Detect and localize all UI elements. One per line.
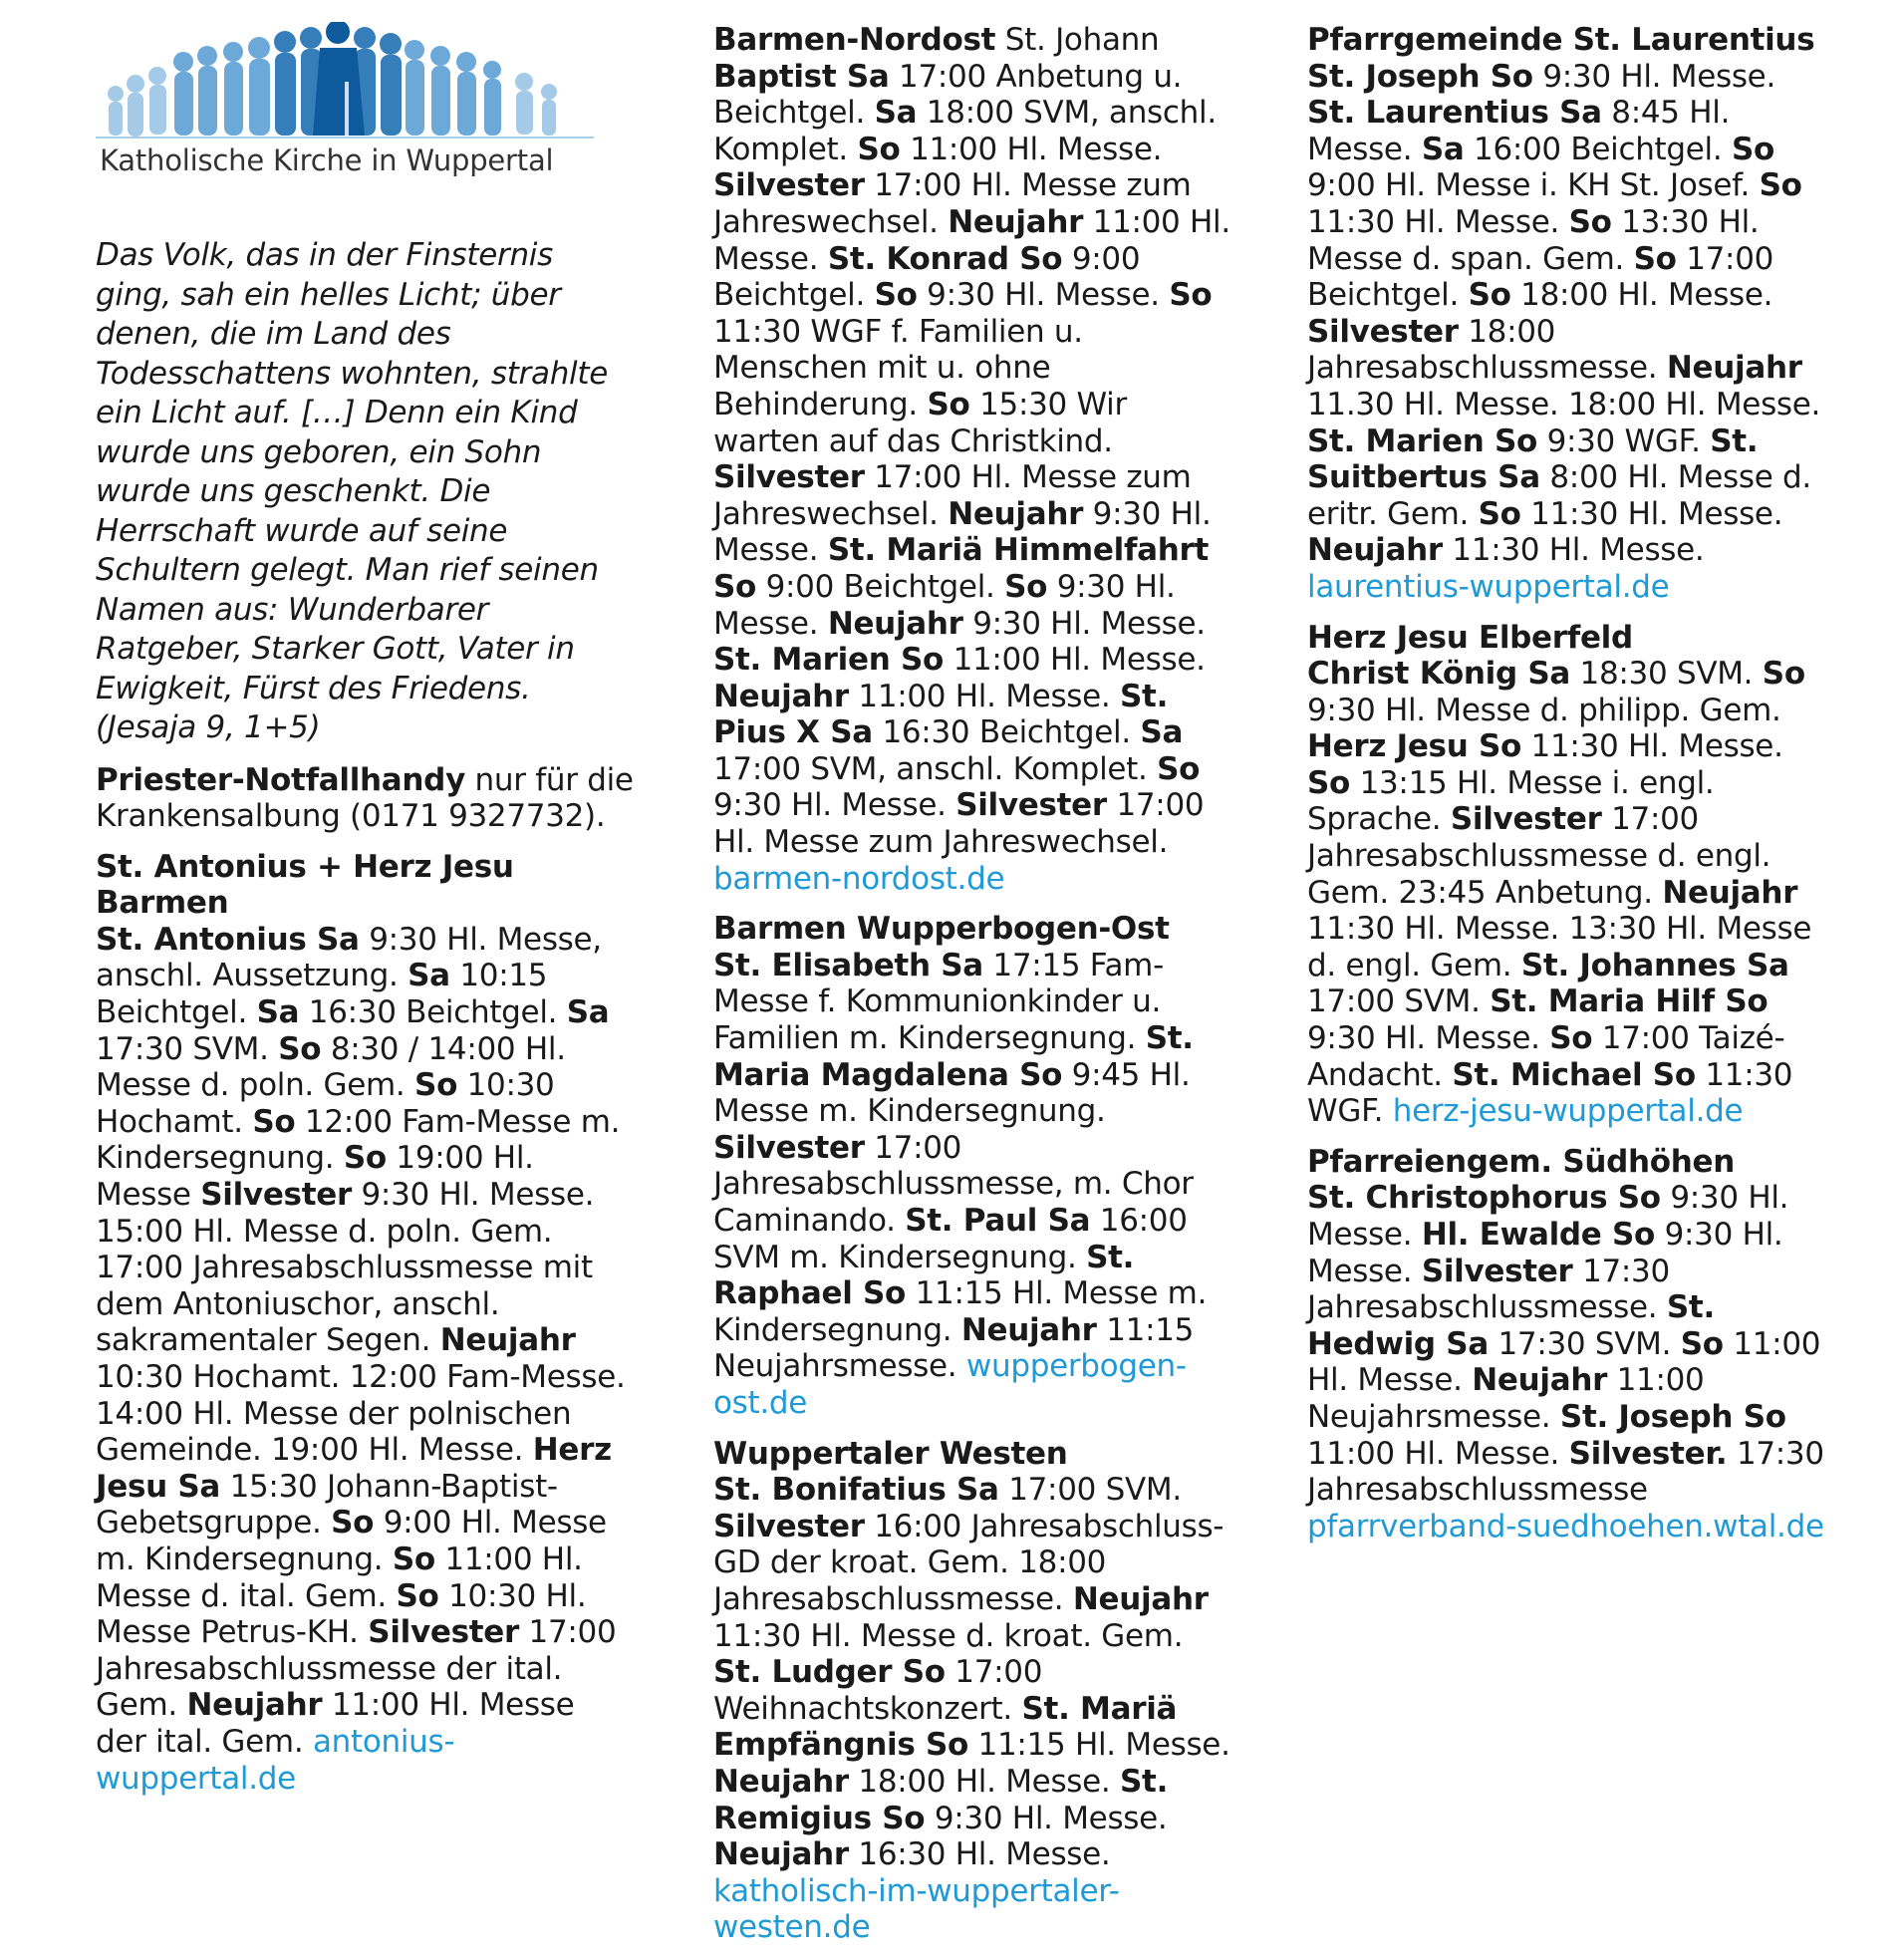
section-body: [96, 922, 634, 1797]
schedule-keyword: St. Konrad So: [827, 240, 1063, 277]
schedule-text: 8:00 Hl. Messe d. eritr. Gem.: [1307, 459, 1811, 532]
schedule-text: 9:30 Hl. Messe.: [1307, 1217, 1783, 1289]
website-link[interactable]: antonius-wuppertal.de: [96, 1723, 455, 1797]
schedule-keyword: Silvester: [713, 459, 865, 496]
column-1: [96, 22, 634, 1811]
schedule-text: 16:30 Beichtgel.: [299, 994, 567, 1031]
schedule-keyword: St. Christophorus So: [1307, 1180, 1661, 1217]
schedule-keyword: St. Hedwig Sa: [1307, 1289, 1715, 1362]
schedule-text: 17:00 SVM.: [998, 1472, 1182, 1509]
section-title: Pfarreiengem. Südhöhen: [1307, 1143, 1736, 1180]
schedule-keyword: Sa: [256, 994, 300, 1031]
schedule-text: 17:00 Beichtgel.: [1307, 240, 1774, 314]
schedule-keyword: Sa: [874, 95, 918, 132]
schedule-keyword: Neujahr: [948, 203, 1084, 240]
schedule-keyword: St. Joseph So: [1559, 1398, 1786, 1435]
crowd-silhouette-icon: [96, 22, 594, 141]
schedule-keyword: Silvester: [1450, 801, 1602, 838]
schedule-text: 13:15 Hl. Messe i. engl. Sprache.: [1307, 764, 1715, 838]
schedule-keyword: Neujahr: [960, 1311, 1097, 1348]
website-link[interactable]: herz-jesu-wuppertal.de: [1392, 1093, 1744, 1130]
schedule-text: 8:45 Hl. Messe.: [1307, 95, 1731, 167]
schedule-keyword: So: [857, 131, 901, 167]
schedule-text: 18:30 SVM.: [1570, 656, 1763, 693]
org-name: Katholische Kirche in Wuppertal: [100, 143, 554, 177]
schedule-text: 11:30 WGF.: [1307, 1056, 1793, 1130]
schedule-text: 11:00 Hl. Messe.: [1307, 1435, 1569, 1472]
schedule-text: 18:00 Hl. Messe.: [1510, 277, 1773, 314]
schedule-keyword: So: [1633, 240, 1677, 277]
schedule-text: 11:30 Hl. Messe.: [1521, 728, 1783, 765]
schedule-text: 17:30 Jahresabschlussmesse: [1307, 1435, 1824, 1509]
schedule-text: 17:00 Taizé-Andacht.: [1307, 1020, 1785, 1093]
schedule-text: 9:30 Hl. Messe.: [713, 568, 1176, 642]
schedule-text: 11:00 Hl. Messe.: [1307, 1325, 1821, 1399]
schedule-keyword: So: [331, 1505, 375, 1541]
schedule-keyword: So: [1307, 764, 1351, 801]
schedule-text: 11:30 WGF f. Familien u. Menschen mit u. ohne Behinderung.: [713, 313, 1083, 422]
schedule-keyword: Herz Jesu Sa: [96, 1432, 612, 1505]
schedule-text: 13:30 Hl. Messe d. span. Gem.: [1307, 203, 1760, 277]
schedule-keyword: So: [1478, 495, 1521, 532]
schedule-text: 9:00 Beichtgel.: [713, 240, 1141, 314]
schedule-keyword: St. Maria Magdalena So: [713, 1020, 1194, 1093]
schedule-keyword: Neujahr: [827, 605, 963, 642]
schedule-text: 11:30 Hl. Messe.: [1520, 495, 1783, 532]
schedule-text: 17:30 SVM.: [96, 1030, 279, 1067]
schedule-keyword: Silvester: [713, 167, 865, 204]
schedule-keyword: Neujahr: [439, 1322, 576, 1359]
schedule-keyword: Neujahr: [713, 678, 849, 714]
website-link[interactable]: pfarrverband-suedhoehen.wtal.de: [1307, 1508, 1824, 1544]
schedule-text: 11:30 Hl. Messe. 13:30 Hl. Messe d. engl. Gem.: [1307, 911, 1812, 983]
schedule-keyword: So: [927, 386, 970, 422]
schedule-keyword: So: [1157, 750, 1201, 787]
schedule-text: 9:00 Hl. Messe m. Kindersegnung.: [96, 1505, 607, 1577]
schedule-text: 11:30 Hl. Messe.: [1442, 532, 1705, 569]
schedule-keyword: St. Bonifatius Sa: [713, 1472, 999, 1509]
section-title: St. Antonius + Herz Jesu Barmen: [96, 848, 514, 922]
section-body: [713, 1472, 1231, 1946]
schedule-text: 11:00 Hl. Messe der ital. Gem.: [96, 1687, 575, 1760]
schedule-keyword: St. Raphael So: [713, 1239, 1135, 1312]
website-link[interactable]: laurentius-wuppertal.de: [1307, 568, 1670, 605]
schedule-text: 11:30 Hl. Messe d. kroat. Gem.: [713, 1617, 1184, 1654]
website-link[interactable]: barmen-nordost.de: [713, 860, 1005, 897]
schedule-keyword: So: [278, 1030, 322, 1067]
emergency-phone-text: nur für die Krankensalbung (0171 9327732).: [96, 761, 634, 835]
section: [1307, 620, 1830, 1130]
schedule-text: 17:30 SVM.: [1488, 1325, 1681, 1362]
schedule-keyword: So: [1468, 277, 1511, 314]
schedule-keyword: Hl. Ewalde So: [1421, 1217, 1656, 1253]
section-body: [1307, 656, 1830, 1130]
schedule-keyword: Neujahr: [1662, 874, 1798, 911]
schedule-keyword: Neujahr: [1072, 1580, 1209, 1617]
schedule-text: 12:00 Fam-Messe m. Kindersegnung.: [96, 1103, 621, 1177]
schedule-keyword: St. Suitbertus Sa: [1307, 422, 1759, 496]
schedule-keyword: St. Pius X Sa: [713, 678, 1169, 751]
schedule-keyword: So: [414, 1067, 458, 1104]
schedule-keyword: Silvester: [1421, 1253, 1573, 1289]
section-body: [1307, 1180, 1830, 1544]
schedule-text: 11:00 Hl. Messe.: [848, 678, 1121, 714]
schedule-keyword: St. Laurentius Sa: [1307, 95, 1602, 132]
schedule-text: 18:00 Jahresabschlussmesse.: [1307, 313, 1667, 387]
schedule-keyword: Silvester: [955, 787, 1107, 824]
section: [1307, 1144, 1830, 1545]
schedule-text: 16:00 Jahresabschluss-GD der kroat. Gem. 18:00 Jahresabschlussmesse.: [713, 1508, 1224, 1617]
emergency-phone-label: Priester-Notfallhandy: [96, 761, 465, 798]
schedule-keyword: So: [1004, 568, 1048, 605]
schedule-text: 16:30 Beichtgel.: [872, 714, 1141, 751]
section: [713, 911, 1231, 1421]
schedule-keyword: So: [392, 1540, 435, 1577]
bible-quote: Das Volk, das in der Finsternis ging, sah ein helles Licht; über denen, die im Land des Todesschattens wohnten, strahlte ein Licht auf. […] Denn ein Kind wurde uns geboren, ein Sohn wurde uns geschenkt. Die Herrschaft wurde auf seine Schultern gelegt. Man rief seinen Namen aus: Wunderbarer Ratgeber, Starker Gott, Vater in Ewigkeit, Fürst des Friedens. (Jesaja 9, 1+5): [96, 237, 608, 745]
schedule-text: 9:30 Hl. Messe.: [1307, 1180, 1789, 1253]
schedule-keyword: Neujahr: [713, 1763, 849, 1800]
schedule-keyword: So: [343, 1140, 387, 1177]
schedule-keyword: Neujahr: [1666, 350, 1802, 387]
schedule-text: 17:15 Fam-Messe f. Kommunionkinder u. Familien m. Kindersegnung.: [713, 947, 1164, 1057]
schedule-keyword: Baptist Sa: [713, 58, 890, 95]
schedule-keyword: So: [874, 277, 918, 314]
schedule-keyword: St. Ludger So: [713, 1654, 946, 1691]
schedule-keyword: So: [1169, 277, 1213, 314]
schedule-text: 11:15 Hl. Messe m. Kindersegnung.: [713, 1275, 1208, 1348]
schedule-keyword: St. Johannes Sa: [1520, 947, 1789, 983]
schedule-keyword: Silvester: [713, 1129, 865, 1166]
section: [1307, 22, 1830, 606]
schedule-text: 11:00 Hl. Messe.: [713, 203, 1230, 277]
schedule-text: 9:30 Hl. Messe.: [713, 495, 1212, 569]
schedule-keyword: Sa: [566, 994, 610, 1031]
schedule-text: 9:30 Hl. Messe.: [962, 605, 1206, 642]
schedule-text: 9:00 Beichtgel.: [756, 568, 1005, 605]
schedule-text: 15:30 Wir warten auf das Christkind.: [713, 386, 1127, 459]
schedule-text: 11:00 Hl. Messe.: [900, 131, 1163, 167]
schedule-text: 9:30 Hl. Messe.: [713, 787, 956, 824]
column-3: [1307, 22, 1830, 1558]
section-title: Barmen Wupperbogen-Ost: [713, 911, 1170, 948]
schedule-keyword: St. Remigius So: [713, 1763, 1169, 1836]
schedule-text: 16:00 SVM m. Kindersegnung.: [713, 1203, 1188, 1275]
schedule-keyword: Silvester: [368, 1614, 519, 1651]
schedule-text: 17:30 Jahresabschlussmesse.: [1307, 1253, 1670, 1326]
schedule-keyword: St. Marien So: [1307, 422, 1538, 459]
schedule-text: 15:30 Johann-Baptist-Gebetsgruppe.: [96, 1468, 558, 1541]
schedule-text: 11:00 Hl. Messe d. ital. Gem.: [96, 1540, 583, 1614]
schedule-text: 11:30 Hl. Messe.: [1307, 203, 1569, 240]
column-2: [713, 22, 1231, 1960]
schedule-keyword: St. Joseph So: [1307, 58, 1533, 95]
schedule-keyword: Barmen-Nordost: [713, 22, 996, 58]
schedule-text: 8:30 / 14:00 Hl. Messe d. poln. Gem.: [96, 1030, 566, 1104]
schedule-text: 17:00 SVM.: [1307, 983, 1491, 1020]
schedule-text: 11:00 Neujahrsmesse.: [1307, 1362, 1705, 1435]
schedule-text: 19:00 Hl. Messe: [96, 1140, 534, 1214]
schedule-text: 10:15 Beichtgel.: [96, 958, 548, 1031]
schedule-keyword: Silvester: [1307, 313, 1459, 350]
schedule-text: 17:00 Weihnachtskonzert.: [713, 1654, 1043, 1727]
schedule-text: 17:00 Anbetung u. Beichtgel.: [713, 58, 1183, 132]
schedule-text: 17:00 SVM, anschl. Komplet.: [713, 750, 1158, 787]
schedule-keyword: St. Mariä Empfängnis So: [713, 1690, 1178, 1764]
schedule-text: 17:00 Jahresabschlussmesse der ital. Gem.: [96, 1614, 617, 1724]
schedule-text: 9:30 Hl. Messe.: [917, 277, 1170, 314]
schedule-keyword: Sa: [1140, 714, 1184, 751]
schedule-keyword: Sa: [408, 958, 450, 994]
section-body: [713, 22, 1231, 897]
section-body: [1307, 59, 1830, 606]
schedule-text: 11:00 Hl. Messe.: [944, 642, 1206, 679]
schedule-keyword: So: [252, 1103, 296, 1140]
website-link[interactable]: katholisch-im-wuppertaler-westen.de: [713, 1872, 1120, 1946]
logo: [96, 22, 594, 196]
schedule-text: 9:30 Hl. Messe d. philipp. Gem.: [1307, 692, 1781, 728]
schedule-keyword: St. Michael So: [1452, 1056, 1696, 1093]
website-link[interactable]: wupperbogen-ost.de: [713, 1348, 1187, 1421]
emergency-phone-note: [96, 762, 634, 835]
schedule-keyword: So: [1759, 167, 1802, 204]
schedule-keyword: St. Maria Hilf So: [1490, 983, 1768, 1020]
schedule-text: St. Johann: [995, 22, 1160, 58]
schedule-text: 18:00 Hl. Messe.: [848, 1763, 1121, 1800]
schedule-keyword: Silvester: [200, 1177, 352, 1214]
schedule-keyword: Herz Jesu So: [1307, 728, 1521, 765]
schedule-text: 9:30 Hl. Messe.: [1307, 1020, 1550, 1057]
schedule-keyword: Neujahr: [1307, 532, 1443, 569]
section: [713, 1436, 1231, 1946]
schedule-text: 9:00 Hl. Messe i. KH St. Josef.: [1307, 167, 1760, 204]
section: [96, 849, 634, 1797]
schedule-text: 9:45 Hl. Messe m. Kindersegnung.: [713, 1056, 1191, 1130]
section-title: Wuppertaler Westen: [713, 1435, 1068, 1472]
schedule-keyword: Neujahr: [1472, 1362, 1608, 1399]
section-title: Pfarrgemeinde St. Laurentius: [1307, 22, 1815, 58]
schedule-keyword: Neujahr: [713, 1836, 849, 1873]
schedule-text: 11:15 Hl. Messe.: [968, 1727, 1230, 1764]
schedule-keyword: St. Marien So: [713, 642, 945, 679]
schedule-text: 16:00 Beichtgel.: [1464, 131, 1732, 167]
schedule-keyword: Silvester: [713, 1508, 865, 1544]
schedule-text: 9:30 WGF.: [1537, 422, 1711, 459]
schedule-keyword: Neujahr: [948, 495, 1084, 532]
schedule-keyword: So: [1549, 1020, 1593, 1057]
schedule-text: 11:15 Neujahrsmesse.: [713, 1311, 1195, 1385]
schedule-keyword: Neujahr: [186, 1687, 323, 1724]
schedule-text: 17:00 Hl. Messe zum Jahreswechsel.: [713, 167, 1192, 240]
schedule-keyword: So: [396, 1577, 439, 1614]
schedule-text: 10:30 Hl. Messe Petrus-KH.: [96, 1577, 587, 1651]
schedule-text: 10:30 Hochamt. 12:00 Fam-Messe. 14:00 Hl. Messe der polnischen Gemeinde. 19:00 Hl. Messe.: [96, 1359, 626, 1469]
schedule-text: 17:00 Jahresabschlussmesse, m. Chor Caminando.: [713, 1129, 1194, 1239]
schedule-keyword: St. Paul Sa: [905, 1203, 1091, 1239]
schedule-text: 10:30 Hochamt.: [96, 1067, 555, 1140]
schedule-keyword: St. Elisabeth Sa: [713, 947, 983, 983]
schedule-keyword: So: [1568, 203, 1612, 240]
section-body: [713, 948, 1231, 1422]
schedule-text: 9:30 Hl. Messe.: [1532, 58, 1776, 95]
schedule-text: 16:30 Hl. Messe.: [848, 1836, 1111, 1873]
schedule-text: 17:00 Jahresabschlussmesse d. engl. Gem. 23:45 Anbetung.: [1307, 801, 1771, 911]
schedule-keyword: So: [1680, 1325, 1724, 1362]
schedule-keyword: Silvester.: [1568, 1435, 1728, 1472]
schedule-text: 11.30 Hl. Messe. 18:00 Hl. Messe.: [1307, 386, 1821, 422]
schedule-keyword: St. Antonius Sa: [96, 921, 360, 958]
schedule-text: 9:30 Hl. Messe, anschl. Aussetzung.: [96, 921, 602, 994]
section: [713, 22, 1231, 897]
schedule-keyword: Christ König Sa: [1307, 656, 1570, 693]
schedule-text: 17:00 Hl. Messe zum Jahreswechsel.: [713, 787, 1205, 861]
schedule-text: 17:00 Hl. Messe zum Jahreswechsel.: [713, 459, 1192, 532]
schedule-keyword: St. Mariä Himmelfahrt So: [713, 532, 1210, 605]
schedule-text: 18:00 SVM, anschl. Komplet.: [713, 95, 1217, 167]
section-title: Herz Jesu Elberfeld: [1307, 619, 1633, 656]
schedule-text: 9:30 Hl. Messe.: [925, 1800, 1168, 1836]
schedule-keyword: So: [1731, 131, 1775, 167]
schedule-keyword: Sa: [1421, 131, 1465, 167]
schedule-keyword: So: [1762, 656, 1805, 693]
schedule-text: 9:30 Hl. Messe. 15:00 Hl. Messe d. poln. Gem. 17:00 Jahresabschlussmesse mit dem Antoniuschor, anschl. sakramentaler Segen.: [96, 1177, 595, 1359]
